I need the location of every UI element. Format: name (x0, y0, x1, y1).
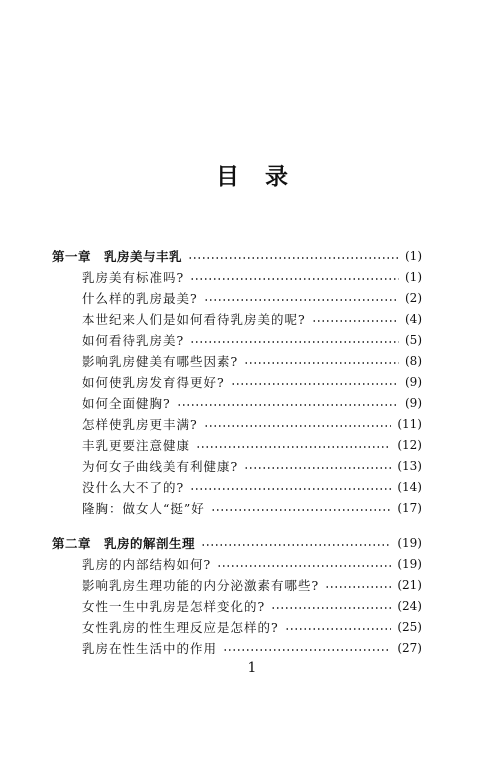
toc-entry-label: 如何全面健胸? (82, 396, 171, 411)
toc-entry-label: 怎样使乳房更丰满? (82, 417, 198, 432)
toc-leader-dots (201, 544, 391, 546)
toc-entry[interactable] (82, 456, 422, 476)
toc-page-ref: (24) (397, 599, 422, 613)
toc-chapter-1[interactable] (52, 246, 422, 266)
toc-entry-label: 第一章 乳房美与丰乳 (52, 249, 183, 264)
toc-leader-dots (188, 257, 399, 259)
toc-entry[interactable] (82, 435, 422, 455)
toc-page-ref: (9) (405, 375, 422, 389)
toc-entry[interactable] (82, 372, 422, 392)
toc-entry-label: 乳房的内部结构如何? (82, 557, 212, 572)
toc-entry[interactable] (82, 393, 422, 413)
toc-entry[interactable] (82, 351, 422, 371)
toc-entry-label: 影响乳房健美有哪些因素? (82, 354, 239, 369)
toc-entry[interactable] (82, 414, 422, 434)
toc-entry-label: 女性乳房的性生理反应是怎样的? (82, 620, 279, 635)
toc-entry-label: 乳房美有标准吗? (82, 270, 185, 285)
toc-entry-label: 什么样的乳房最美? (82, 291, 198, 306)
toc-page-ref: (25) (397, 620, 422, 634)
toc-page-ref: (19) (397, 557, 422, 571)
toc-leader-dots (177, 404, 399, 406)
toc-page-ref: (27) (397, 641, 422, 655)
toc-entry[interactable] (82, 477, 422, 497)
toc-entry-label: 本世纪来人们是如何看待乳房美的呢? (82, 312, 306, 327)
page-number: 1 (247, 660, 257, 676)
toc-leader-dots (231, 383, 399, 385)
toc-leader-dots (312, 320, 399, 322)
toc-entry[interactable] (82, 554, 422, 574)
toc-entry[interactable] (82, 596, 422, 616)
toc-leader-dots (244, 362, 399, 364)
toc-chapter-2[interactable] (52, 533, 422, 553)
toc-entry[interactable] (82, 617, 422, 637)
toc-leader-dots (271, 607, 391, 609)
toc-leader-dots (217, 565, 391, 567)
toc-leader-dots (204, 299, 399, 301)
toc-entry-label: 隆胸：做女人“挺”好 (82, 501, 205, 516)
toc-page-ref: (8) (405, 354, 422, 368)
toc-leader-dots (223, 649, 391, 651)
toc-entry[interactable] (82, 288, 422, 308)
toc-page-ref: (19) (397, 536, 422, 550)
toc-entry-label: 丰乳更要注意健康 (82, 438, 191, 453)
toc-entry-label: 没什么大不了的? (82, 480, 185, 495)
toc-entry[interactable] (82, 330, 422, 350)
toc-entry[interactable] (82, 309, 422, 329)
toc-leader-dots (211, 509, 392, 511)
toc-entry-label: 如何看待乳房美? (82, 333, 185, 348)
toc-page-ref: (1) (405, 270, 422, 284)
toc-leader-dots (190, 488, 391, 490)
toc-page-ref: (4) (405, 312, 422, 326)
toc-page-ref: (1) (405, 249, 422, 263)
toc-page-ref: (2) (405, 291, 422, 305)
page-title: 目录 (216, 163, 314, 190)
toc-leader-dots (244, 467, 391, 469)
toc-entry-label: 女性一生中乳房是怎样变化的? (82, 599, 266, 614)
toc-entry[interactable] (82, 267, 422, 287)
toc-entry-label: 乳房在性生活中的作用 (82, 641, 218, 656)
toc-page-ref: (9) (405, 396, 422, 410)
toc-entry-label: 第二章 乳房的解剖生理 (52, 536, 196, 551)
toc-entry-label: 为何女子曲线美有利健康? (82, 459, 239, 474)
toc-entry[interactable] (82, 638, 422, 658)
toc-page-ref: (11) (397, 417, 422, 431)
toc-page-ref: (5) (405, 333, 422, 347)
toc-page-ref: (21) (397, 578, 422, 592)
toc-leader-dots (196, 446, 391, 448)
toc-entry[interactable] (82, 575, 422, 595)
toc-page-ref: (17) (397, 501, 422, 515)
toc-page-ref: (13) (397, 459, 422, 473)
toc-leader-dots (190, 278, 399, 280)
toc-leader-dots (285, 628, 392, 630)
toc-page-ref: (12) (397, 438, 422, 452)
toc-page-ref: (14) (397, 480, 422, 494)
toc-entry-label: 影响乳房生理功能的内分泌激素有哪些? (82, 578, 320, 593)
toc-leader-dots (190, 341, 399, 343)
toc-leader-dots (204, 425, 392, 427)
toc-entry-label: 如何使乳房发育得更好? (82, 375, 225, 390)
toc-entry[interactable] (82, 498, 422, 518)
toc-leader-dots (325, 586, 391, 588)
